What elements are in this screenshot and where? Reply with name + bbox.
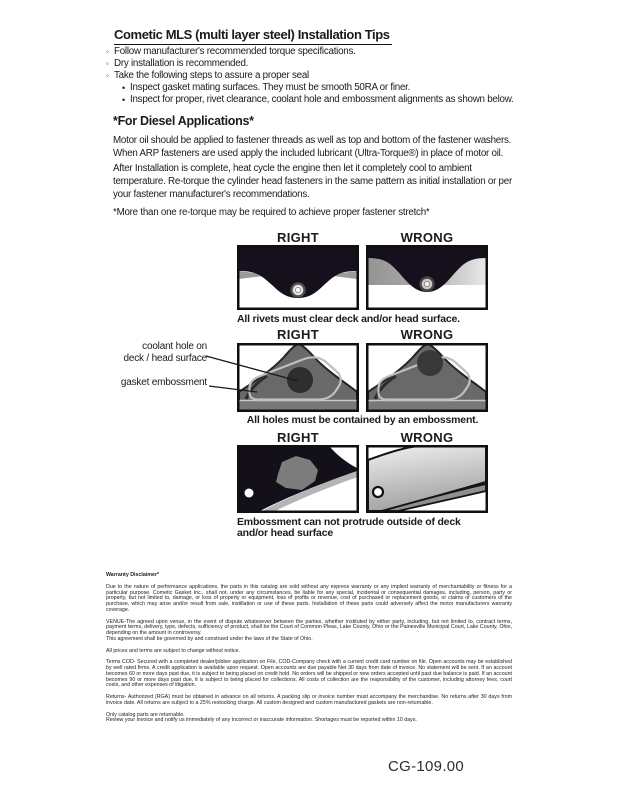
diagram-pair-rivets: [237, 230, 488, 325]
bullet-text: Take the following steps to assure a proper seal: [114, 70, 309, 81]
protrusion-wrong-diagram: [366, 445, 488, 513]
dot-bullet-icon: •: [122, 83, 125, 93]
legal-paragraph: Review your invoice and notify us immediately of any incorrect or inaccurate information. Shortages must be reported within 10 days.: [106, 717, 417, 724]
annotation-leader-lines: [200, 345, 305, 400]
circle-bullet-icon: ◦: [106, 59, 109, 68]
list-item: [106, 46, 514, 58]
protrusion-right-diagram: [237, 445, 359, 513]
caption-line: and/or head surface: [237, 527, 333, 539]
coolant-hole-annotation: [85, 341, 207, 364]
dot-bullet-icon: •: [122, 95, 125, 105]
list-item: [122, 82, 514, 94]
wrong-label: WRONG: [400, 327, 454, 342]
circle-bullet-icon: ◦: [106, 47, 109, 56]
right-label: RIGHT: [277, 327, 319, 342]
paragraph-heat-cycle: After Installation is complete, heat cycle the engine then let it completely cool to ambient temperature. Re-torque the cylinder head fasteners in the same pattern as initial installation or per your fastener manufacturer's recommendations.: [113, 163, 512, 201]
legal-paragraph: Due to the nature of performance applications, the parts in this catalog are sold without any express warranty or any implied warranty of merchantability or fitness for a particular purpose. Cometic Gasket Inc., shall not, under any circumstances, be liable for any special, incidental or consequential damages, including, person, party or property, but not limited to, damage, or loss of property or equipment, loss of profits or revenue, cost of purchased or replacement goods, or claims of customers of the purchase, which may arise and/or result from sale, instillation or use of these parts. Installation of these parts could adversely affect the motor manufacturers warranty coverage.: [106, 583, 512, 613]
diagram-boxes: [237, 445, 488, 513]
tips-list: [106, 46, 514, 106]
rivet-right-diagram: [237, 245, 359, 310]
coolant-hole-icon: [417, 350, 443, 376]
wrong-label: WRONG: [400, 430, 454, 445]
list-item: [106, 58, 514, 70]
page-title: Cometic MLS (multi layer steel) Installation Tips: [114, 27, 392, 45]
holes-caption: All holes must be contained by an embossment.: [246, 414, 479, 426]
rivet-caption: All rivets must clear deck and/or head surface.: [237, 313, 460, 325]
gasket-embossment-annotation: gasket embossment: [120, 377, 207, 388]
caption-line: Embossment can not protrude outside of deck: [237, 516, 461, 528]
right-label: RIGHT: [277, 430, 319, 445]
diagram-boxes: [237, 245, 488, 310]
legal-paragraph: All prices and terms are subject to change without notice.: [106, 647, 240, 654]
bullet-text: Follow manufacturer's recommended torque specifications.: [114, 46, 356, 57]
diesel-applications-heading: *For Diesel Applications*: [113, 114, 254, 128]
legal-paragraph: Returns- Authorized (RGA) must be obtained in advance on all returns. A packing slip or invoice number must accompany the merchandise. No returns after 30 days from invoice date. All returns are subject to a 25% restocking charge. All custom designed and custom manufactured gaskets are non-returnable.: [106, 694, 512, 706]
annotation-line: deck / head surface: [123, 352, 207, 364]
diagram-labels: [237, 230, 488, 244]
protrusion-caption: [237, 517, 488, 539]
rivet-wrong-diagram: [366, 245, 488, 310]
legal-paragraph: Only catalog parts are returnable.: [106, 711, 185, 718]
list-item: [106, 70, 514, 82]
legal-paragraph: Terms COD- Secured with a completed dealer/jobber application on File, COD-Company check with a current credit card number on file. Open accounts may be established by well rated firms. A credit application is available upon request. Open accounts are due payable Net 30 days from date of invoice. No statement will be sent. If an account becomes 60 or more days past due, it is subject to being placed on credit hold. No orders will be shipped or new orders accepted until past due balance is paid. If an account becomes 90 or more days past due, it is subject to being placed for collections. All costs of collection are the responsibility of the customer, including attorney fees, court costs, and other expenses of litigation.: [106, 659, 512, 689]
bolt-hole-icon: [373, 487, 383, 497]
right-label: RIGHT: [277, 230, 319, 245]
warranty-disclaimer-section: [106, 573, 512, 724]
embossment-wrong-diagram: [366, 343, 488, 412]
legal-paragraph: VENUE-The agreed upon venue, in the event of dispute whatsoever between the parties, whether instituted by either party, including, but not limited to, contract terms, payment terms, delivery, type, defects, sufficiency of product, shall be the Court of Common Pleas, Lake County, Ohio or the Painesville Municipal Court, Lake County, Ohio, depending on the amount in controversy.: [106, 618, 512, 636]
annotation-line: coolant hole on: [142, 341, 207, 352]
wrong-label: WRONG: [400, 230, 454, 245]
bullet-text: Inspect for proper, rivet clearance, coolant hole and embossment alignments as shown below.: [130, 94, 514, 105]
warranty-disclaimer-heading: Warranty Disclaimer*: [106, 572, 160, 578]
bullet-text: Inspect gasket mating surfaces. They must be smooth 50RA or finer.: [130, 82, 411, 93]
list-item: [122, 94, 514, 106]
retorque-note: *More than one re-torque may be required to achieve proper fastener stretch*: [113, 207, 430, 218]
diagram-labels: [237, 327, 488, 341]
paragraph-motor-oil: Motor oil should be applied to fastener threads as well as top and bottom of the fastener washers. When ARP fasteners are used apply the included lubricant (Ultra-Torque®) in place of motor oil.: [113, 135, 512, 160]
legal-paragraph: This agreement shall be governed by and construed under the laws of the State of Ohio.: [106, 635, 313, 642]
bolt-hole-icon: [245, 489, 254, 498]
diagram-pair-protrusion: [237, 430, 488, 539]
circle-bullet-icon: ◦: [106, 71, 109, 80]
diagram-labels: [237, 430, 488, 444]
document-code: CG-109.00: [388, 758, 465, 775]
bullet-text: Dry installation is recommended.: [114, 58, 249, 69]
